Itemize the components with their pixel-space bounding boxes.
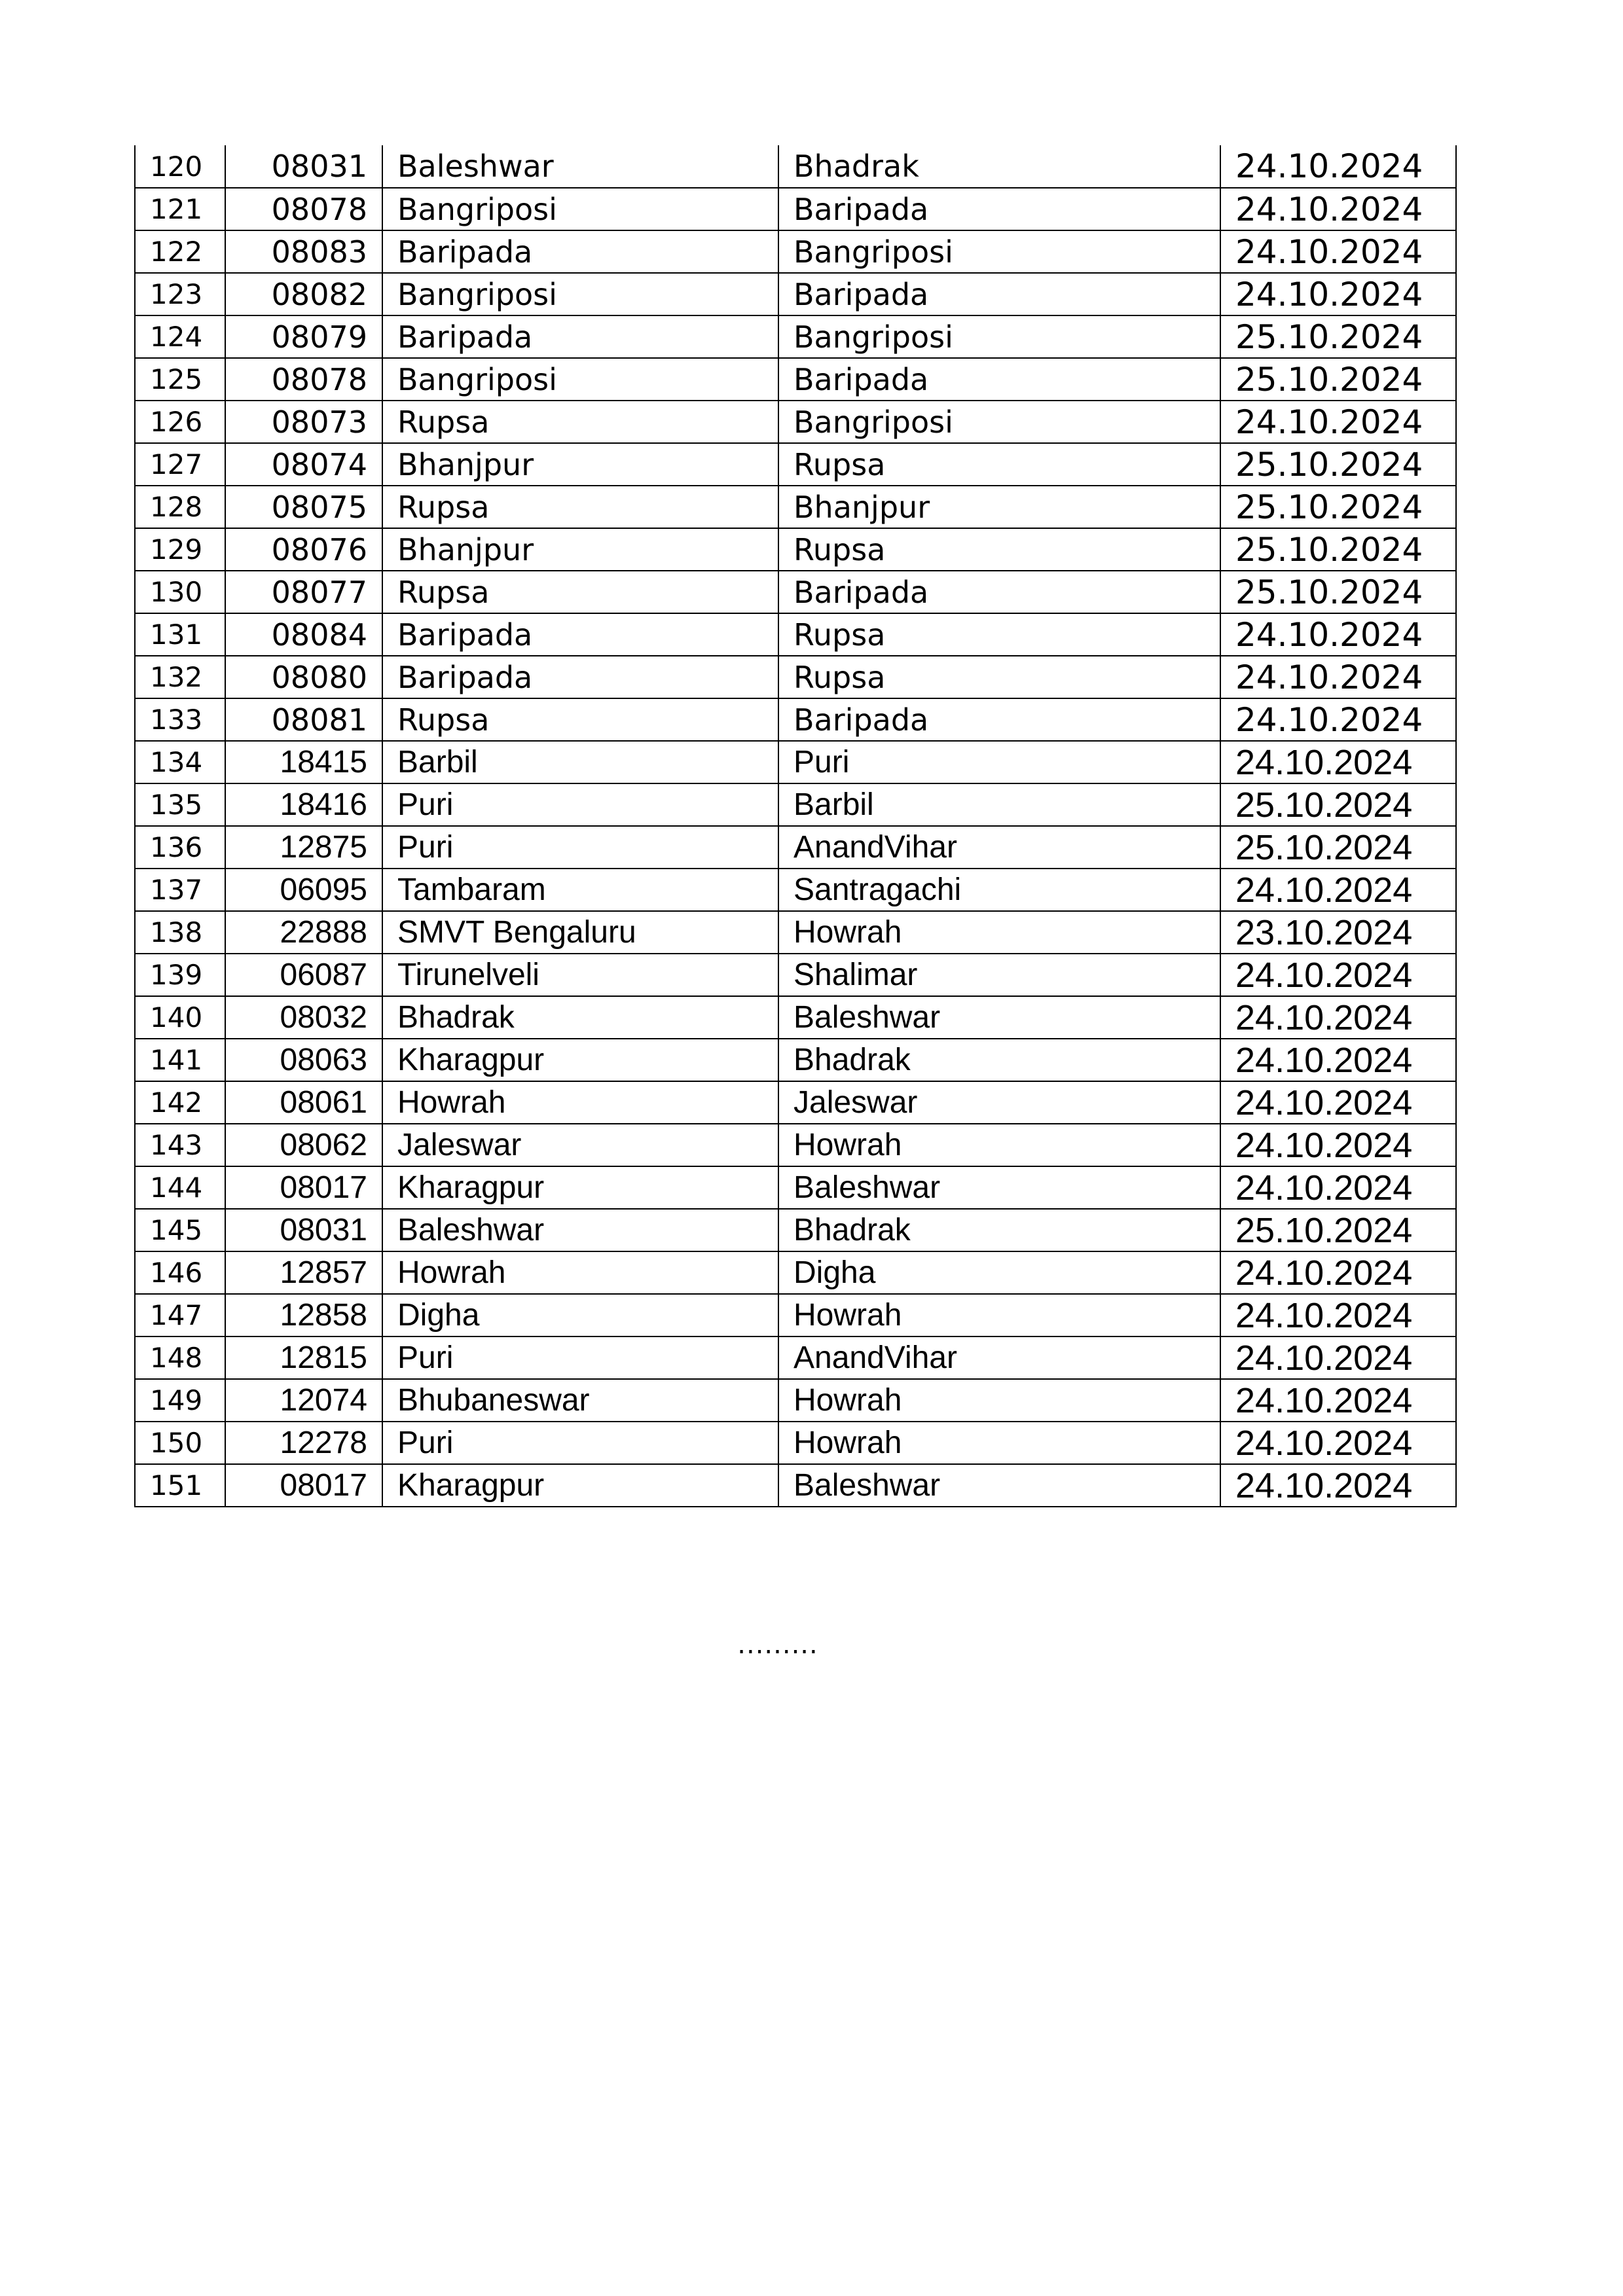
table-row [135,1336,1456,1379]
serial-number-cell: 125 [135,358,225,401]
date-cell: 24.10.2024 [1220,401,1456,443]
train-number-cell: 12074 [225,1379,382,1422]
continuation-dots: ......... [737,1630,818,1660]
serial-number-cell: 140 [135,996,225,1039]
table-row [135,401,1456,443]
from-station-cell: SMVT Bengaluru [382,911,778,954]
from-station-cell: Kharagpur [382,1464,778,1507]
serial-number-cell: 138 [135,911,225,954]
table-row [135,741,1456,783]
table-row [135,1124,1456,1166]
train-number-cell: 08079 [225,315,382,358]
from-station-cell: Bangriposi [382,273,778,315]
table-row [135,315,1456,358]
table-row [135,869,1456,911]
train-number-cell: 08075 [225,486,382,528]
serial-number-cell: 146 [135,1251,225,1294]
train-number-cell: 08078 [225,358,382,401]
from-station-cell: Barbil [382,741,778,783]
to-station-cell: Baleshwar [778,1464,1220,1507]
date-cell: 24.10.2024 [1220,954,1456,996]
date-cell: 24.10.2024 [1220,869,1456,911]
serial-number-cell: 134 [135,741,225,783]
train-number-cell: 08017 [225,1464,382,1507]
train-number-cell: 18415 [225,741,382,783]
date-cell: 24.10.2024 [1220,1379,1456,1422]
date-cell: 25.10.2024 [1220,783,1456,826]
serial-number-cell: 127 [135,443,225,486]
train-number-cell: 08073 [225,401,382,443]
train-number-cell: 08077 [225,571,382,613]
serial-number-cell: 132 [135,656,225,698]
to-station-cell: Bhanjpur [778,486,1220,528]
from-station-cell: Baripada [382,230,778,273]
to-station-cell: Puri [778,741,1220,783]
to-station-cell: Howrah [778,1124,1220,1166]
to-station-cell: Bangriposi [778,230,1220,273]
to-station-cell: Rupsa [778,613,1220,656]
from-station-cell: Bangriposi [382,188,778,230]
train-number-cell: 08017 [225,1166,382,1209]
table-row [135,273,1456,315]
date-cell: 23.10.2024 [1220,911,1456,954]
to-station-cell: Howrah [778,1379,1220,1422]
from-station-cell: Tambaram [382,869,778,911]
to-station-cell: Baripada [778,698,1220,741]
table-row [135,443,1456,486]
to-station-cell: Shalimar [778,954,1220,996]
table-row [135,911,1456,954]
train-number-cell: 08078 [225,188,382,230]
train-number-cell: 08061 [225,1081,382,1124]
serial-number-cell: 121 [135,188,225,230]
train-number-cell: 08074 [225,443,382,486]
to-station-cell: Howrah [778,1294,1220,1336]
to-station-cell: Baleshwar [778,996,1220,1039]
from-station-cell: Puri [382,826,778,869]
serial-number-cell: 124 [135,315,225,358]
serial-number-cell: 151 [135,1464,225,1507]
date-cell: 24.10.2024 [1220,656,1456,698]
from-station-cell: Baleshwar [382,1209,778,1251]
from-station-cell: Kharagpur [382,1166,778,1209]
serial-number-cell: 122 [135,230,225,273]
serial-number-cell: 129 [135,528,225,571]
to-station-cell: Rupsa [778,656,1220,698]
from-station-cell: Baripada [382,315,778,358]
date-cell: 24.10.2024 [1220,1422,1456,1464]
to-station-cell: Jaleswar [778,1081,1220,1124]
date-cell: 24.10.2024 [1220,1039,1456,1081]
from-station-cell: Rupsa [382,571,778,613]
from-station-cell: Bangriposi [382,358,778,401]
to-station-cell: Bangriposi [778,315,1220,358]
table-row [135,1166,1456,1209]
from-station-cell: Tirunelveli [382,954,778,996]
to-station-cell: Bhadrak [778,1209,1220,1251]
train-schedule-table [134,145,1457,1507]
train-number-cell: 06095 [225,869,382,911]
table-row [135,571,1456,613]
from-station-cell: Puri [382,1336,778,1379]
to-station-cell: Santragachi [778,869,1220,911]
train-number-cell: 18416 [225,783,382,826]
from-station-cell: Rupsa [382,698,778,741]
date-cell: 24.10.2024 [1220,188,1456,230]
train-schedule-body [135,145,1456,1507]
train-number-cell: 08083 [225,230,382,273]
train-number-cell: 08082 [225,273,382,315]
serial-number-cell: 128 [135,486,225,528]
from-station-cell: Bhanjpur [382,528,778,571]
date-cell: 24.10.2024 [1220,996,1456,1039]
to-station-cell: Bhadrak [778,1039,1220,1081]
to-station-cell: Baleshwar [778,1166,1220,1209]
table-row [135,1464,1456,1507]
table-row [135,358,1456,401]
from-station-cell: Howrah [382,1251,778,1294]
train-number-cell: 12815 [225,1336,382,1379]
from-station-cell: Bhanjpur [382,443,778,486]
date-cell: 24.10.2024 [1220,1166,1456,1209]
table-row [135,486,1456,528]
serial-number-cell: 147 [135,1294,225,1336]
table-row [135,528,1456,571]
to-station-cell: Baripada [778,273,1220,315]
serial-number-cell: 135 [135,783,225,826]
train-number-cell: 08084 [225,613,382,656]
table-row [135,1422,1456,1464]
table-row [135,613,1456,656]
serial-number-cell: 126 [135,401,225,443]
from-station-cell: Baripada [382,613,778,656]
serial-number-cell: 120 [135,145,225,188]
train-number-cell: 22888 [225,911,382,954]
table-row [135,1251,1456,1294]
train-number-cell: 08080 [225,656,382,698]
date-cell: 24.10.2024 [1220,1124,1456,1166]
serial-number-cell: 145 [135,1209,225,1251]
serial-number-cell: 149 [135,1379,225,1422]
to-station-cell: Bhadrak [778,145,1220,188]
serial-number-cell: 142 [135,1081,225,1124]
table-row [135,1039,1456,1081]
train-number-cell: 12875 [225,826,382,869]
table-row [135,698,1456,741]
date-cell: 25.10.2024 [1220,315,1456,358]
table-row [135,1081,1456,1124]
table-row [135,188,1456,230]
train-number-cell: 06087 [225,954,382,996]
table-row [135,1209,1456,1251]
to-station-cell: Barbil [778,783,1220,826]
date-cell: 24.10.2024 [1220,145,1456,188]
serial-number-cell: 133 [135,698,225,741]
train-number-cell: 08032 [225,996,382,1039]
to-station-cell: AnandVihar [778,1336,1220,1379]
table-row [135,826,1456,869]
serial-number-cell: 141 [135,1039,225,1081]
table-row [135,996,1456,1039]
from-station-cell: Bhadrak [382,996,778,1039]
table-row [135,783,1456,826]
date-cell: 24.10.2024 [1220,1251,1456,1294]
table-row [135,145,1456,188]
serial-number-cell: 136 [135,826,225,869]
serial-number-cell: 137 [135,869,225,911]
to-station-cell: AnandVihar [778,826,1220,869]
to-station-cell: Baripada [778,571,1220,613]
date-cell: 24.10.2024 [1220,1081,1456,1124]
table-row [135,1379,1456,1422]
from-station-cell: Digha [382,1294,778,1336]
date-cell: 25.10.2024 [1220,528,1456,571]
from-station-cell: Puri [382,783,778,826]
train-number-cell: 12857 [225,1251,382,1294]
date-cell: 24.10.2024 [1220,1294,1456,1336]
table-row [135,954,1456,996]
serial-number-cell: 131 [135,613,225,656]
date-cell: 25.10.2024 [1220,443,1456,486]
from-station-cell: Baripada [382,656,778,698]
table-row [135,1294,1456,1336]
train-number-cell: 08031 [225,1209,382,1251]
to-station-cell: Digha [778,1251,1220,1294]
date-cell: 24.10.2024 [1220,1464,1456,1507]
from-station-cell: Bhubaneswar [382,1379,778,1422]
serial-number-cell: 148 [135,1336,225,1379]
serial-number-cell: 123 [135,273,225,315]
from-station-cell: Puri [382,1422,778,1464]
to-station-cell: Howrah [778,911,1220,954]
date-cell: 24.10.2024 [1220,698,1456,741]
table-row [135,230,1456,273]
serial-number-cell: 143 [135,1124,225,1166]
date-cell: 25.10.2024 [1220,358,1456,401]
train-number-cell: 08063 [225,1039,382,1081]
date-cell: 24.10.2024 [1220,741,1456,783]
from-station-cell: Rupsa [382,401,778,443]
date-cell: 24.10.2024 [1220,230,1456,273]
date-cell: 24.10.2024 [1220,613,1456,656]
train-number-cell: 08081 [225,698,382,741]
date-cell: 25.10.2024 [1220,571,1456,613]
table-row [135,656,1456,698]
serial-number-cell: 144 [135,1166,225,1209]
train-number-cell: 12278 [225,1422,382,1464]
serial-number-cell: 150 [135,1422,225,1464]
date-cell: 24.10.2024 [1220,1336,1456,1379]
train-number-cell: 12858 [225,1294,382,1336]
train-number-cell: 08031 [225,145,382,188]
to-station-cell: Baripada [778,358,1220,401]
to-station-cell: Rupsa [778,528,1220,571]
from-station-cell: Howrah [382,1081,778,1124]
date-cell: 25.10.2024 [1220,1209,1456,1251]
train-number-cell: 08076 [225,528,382,571]
to-station-cell: Howrah [778,1422,1220,1464]
date-cell: 25.10.2024 [1220,486,1456,528]
serial-number-cell: 130 [135,571,225,613]
from-station-cell: Kharagpur [382,1039,778,1081]
date-cell: 25.10.2024 [1220,826,1456,869]
date-cell: 24.10.2024 [1220,273,1456,315]
to-station-cell: Baripada [778,188,1220,230]
serial-number-cell: 139 [135,954,225,996]
to-station-cell: Rupsa [778,443,1220,486]
from-station-cell: Baleshwar [382,145,778,188]
from-station-cell: Rupsa [382,486,778,528]
to-station-cell: Bangriposi [778,401,1220,443]
from-station-cell: Jaleswar [382,1124,778,1166]
train-number-cell: 08062 [225,1124,382,1166]
